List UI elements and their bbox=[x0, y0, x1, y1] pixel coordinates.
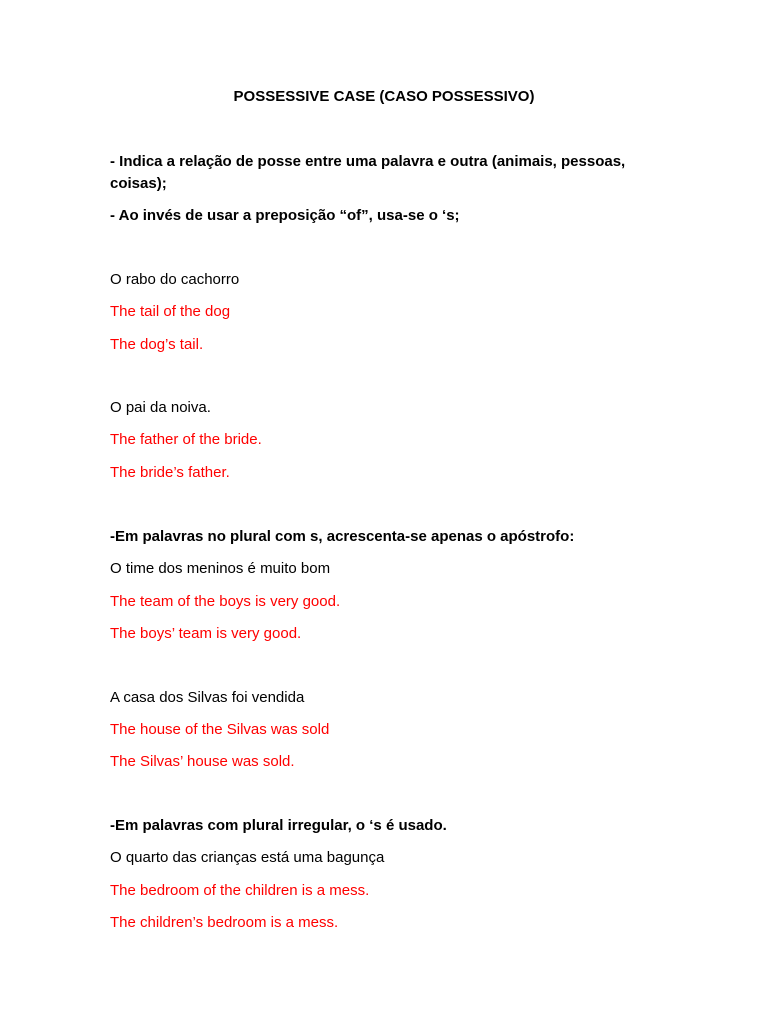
rule-apostrophe-s: - Ao invés de usar a preposição “of”, usa-se o ‘s; bbox=[110, 207, 460, 224]
example-1-of-form: The tail of the dog bbox=[110, 303, 231, 320]
example-1-portuguese: O rabo do cachorro bbox=[110, 271, 240, 288]
example-4-portuguese: A casa dos Silvas foi vendida bbox=[110, 689, 305, 706]
rule-plural-s: -Em palavras no plural com s, acrescenta-se apenas o apóstrofo: bbox=[110, 528, 575, 545]
rule-irregular-plural: -Em palavras com plural irregular, o ‘s é usado. bbox=[110, 817, 447, 834]
example-1-possessive-form: The dog’s tail. bbox=[110, 336, 204, 353]
example-5-portuguese: O quarto das crianças está uma bagunça bbox=[110, 849, 385, 866]
example-4-of-form: The house of the Silvas was sold bbox=[110, 721, 330, 738]
example-2-possessive-form: The bride’s father. bbox=[110, 464, 230, 481]
example-4-possessive-form: The Silvas’ house was sold. bbox=[110, 753, 295, 770]
example-5-possessive-form: The children’s bedroom is a mess. bbox=[110, 914, 339, 931]
rule-possession: - Indica a relação de posse entre uma palavra e outra (animais, pessoas, coisas); bbox=[110, 153, 626, 192]
example-3-possessive-form: The boys’ team is very good. bbox=[110, 625, 302, 642]
example-3-of-form: The team of the boys is very good. bbox=[110, 593, 341, 610]
example-2-of-form: The father of the bride. bbox=[110, 431, 262, 448]
example-5-of-form: The bedroom of the children is a mess. bbox=[110, 882, 370, 899]
example-3-portuguese: O time dos meninos é muito bom bbox=[110, 560, 331, 577]
page-title: POSSESSIVE CASE (CASO POSSESSIVO) bbox=[233, 88, 535, 105]
example-2-portuguese: O pai da noiva. bbox=[110, 399, 211, 416]
